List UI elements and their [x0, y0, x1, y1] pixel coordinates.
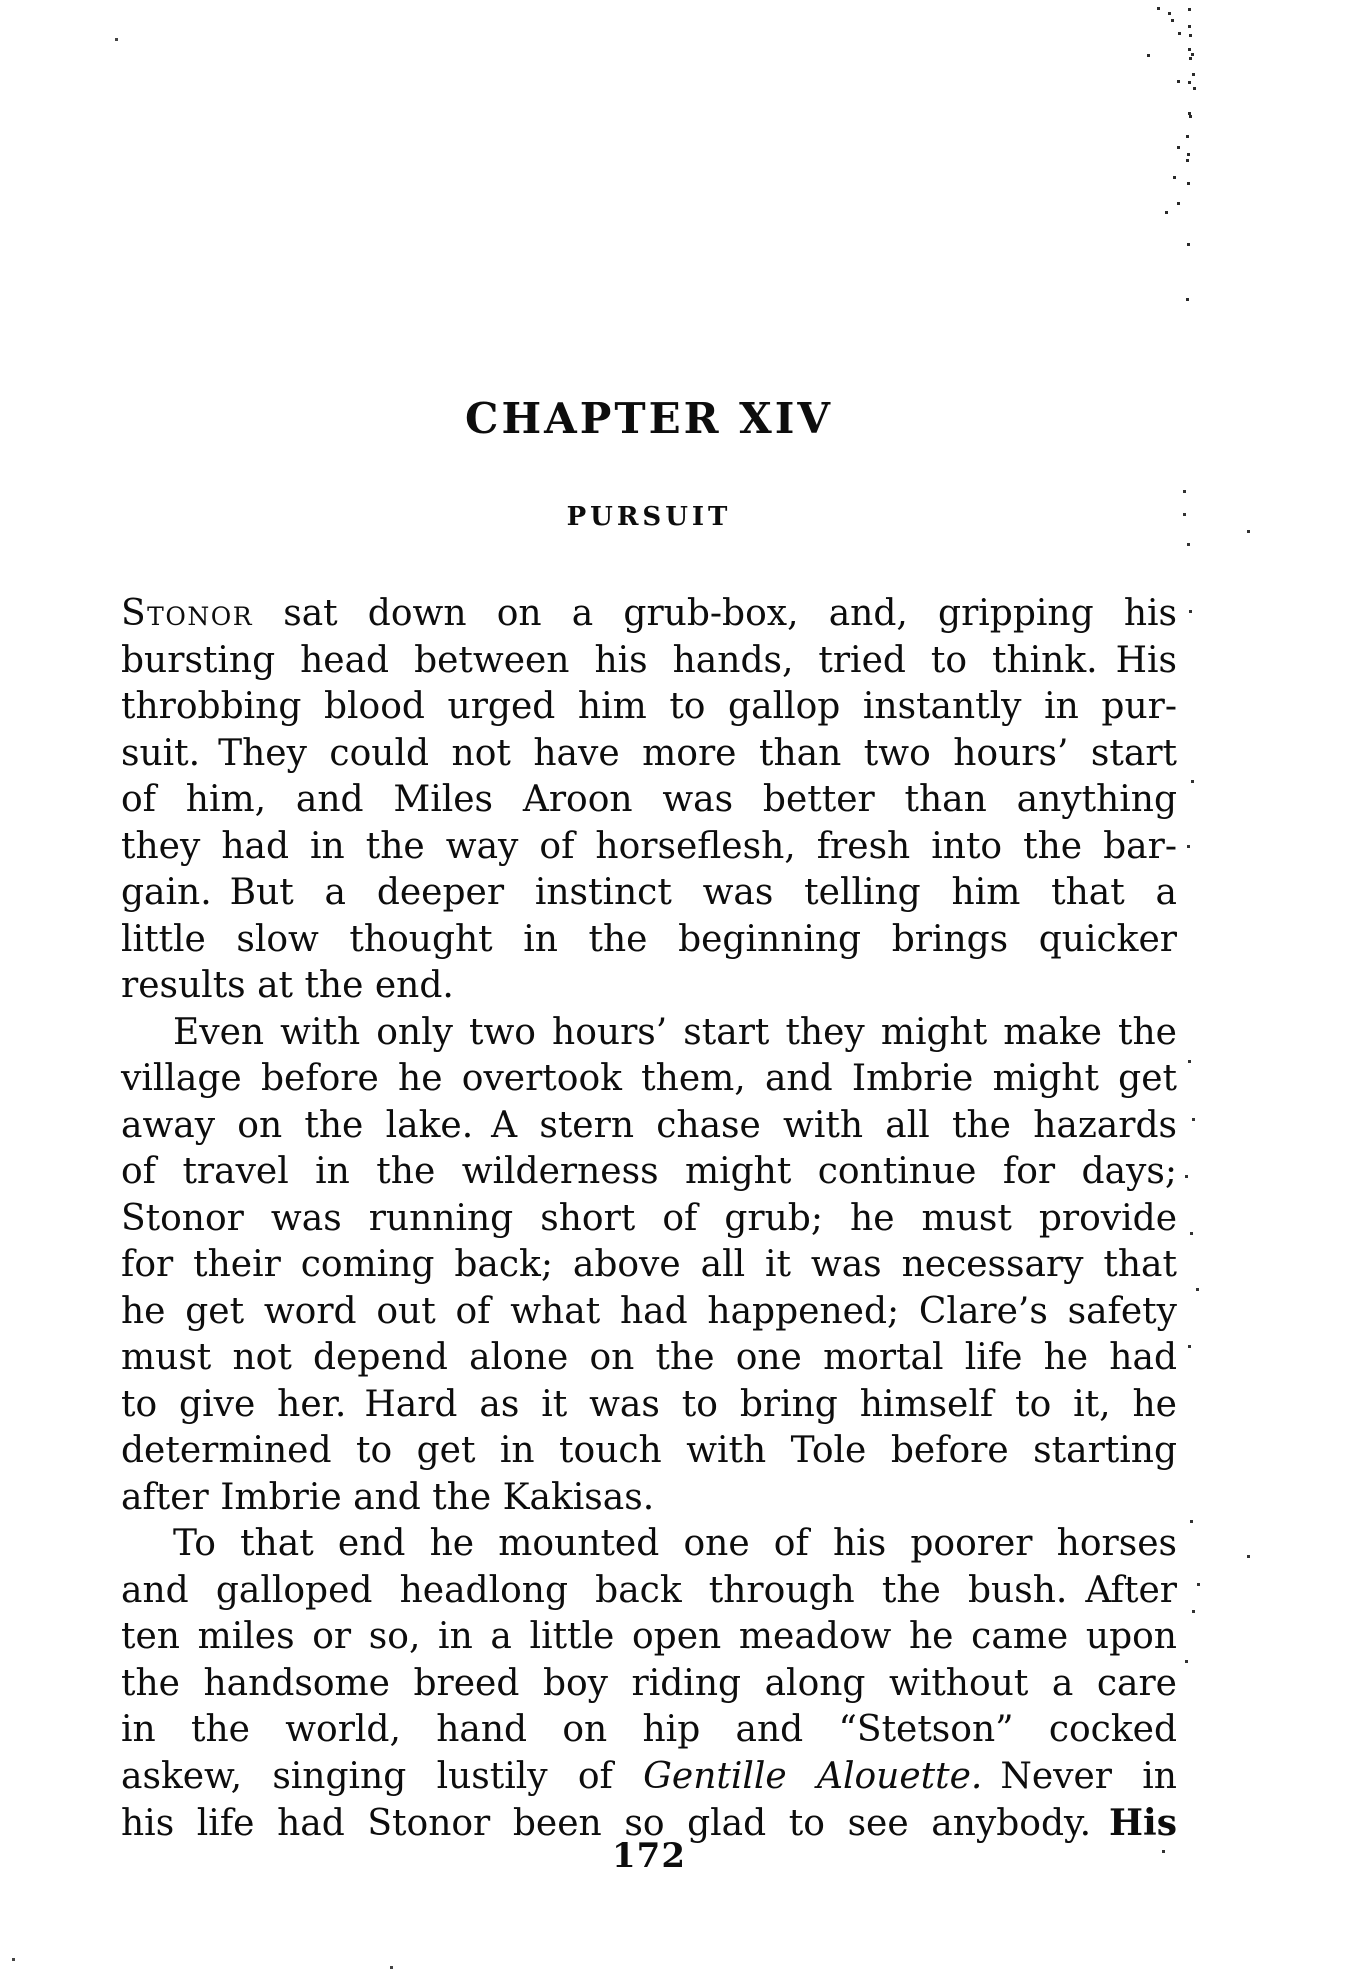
lead-word-smallcaps: Stonor — [121, 593, 254, 634]
text-line: ten miles or so, in a little open meadow he came upon — [121, 1616, 1177, 1657]
text-line: bursting head between his hands, tried to think. His — [121, 639, 1177, 681]
text-line: of him, and Miles Aroon was better than anything — [121, 779, 1177, 820]
text-line — [121, 1754, 1177, 1801]
text-line: To that end he mounted one of his poorer horses — [173, 1523, 1177, 1564]
line-text: Never in — [982, 1755, 1177, 1797]
text-line: away on the lake. A stern chase with all the hazards — [121, 1104, 1177, 1146]
page-number: 172 — [612, 1836, 686, 1876]
bold-word: His — [1109, 1802, 1177, 1844]
text-line: after Imbrie and the Kakisas. — [121, 1476, 655, 1518]
text-line: village before he overtook them, and Imbrie might get — [121, 1058, 1177, 1099]
text-line: determined to get in touch with Tole before starting — [121, 1430, 1177, 1471]
text-line — [121, 591, 1177, 638]
text-line: they had in the way of horseflesh, fresh into the bar- — [121, 825, 1177, 867]
text-line: in the world, hand on hip and “Stetson” cocked — [121, 1709, 1177, 1750]
text-line: the handsome breed boy riding along without a care — [121, 1662, 1177, 1704]
text-line: must not depend alone on the one mortal life he had — [121, 1337, 1177, 1378]
text-line: Stonor was running short of grub; he must provide — [121, 1197, 1177, 1239]
text-line: gain. But a deeper instinct was telling him that a — [121, 872, 1177, 913]
text-line: suit. They could not have more than two hours’ start — [121, 732, 1177, 774]
text-line: and galloped headlong back through the bush. After — [121, 1569, 1177, 1611]
text-line: results at the end. — [121, 965, 454, 1006]
line-text: his life had Stonor been so glad to see anybody. — [121, 1803, 1110, 1844]
line-text: sat down on a grub-box, and, gripping his — [253, 593, 1177, 634]
section-title: PURSUIT — [566, 502, 732, 532]
paragraph-3 — [121, 1521, 1177, 1847]
text-line: throbbing blood urged him to gallop instantly in pur- — [121, 686, 1177, 727]
text-line: to give her. Hard as it was to bring himself to it, he — [121, 1383, 1177, 1425]
paragraph-2 — [121, 1010, 1177, 1522]
text-line: of travel in the wilderness might continue for days; — [121, 1151, 1177, 1192]
text-line: for their coming back; above all it was necessary that — [121, 1244, 1177, 1285]
line-text: askew, singing lustily of — [121, 1755, 644, 1797]
text-column — [121, 591, 1177, 1847]
text-line: he get word out of what had happened; Clare’s safety — [121, 1290, 1177, 1332]
scan-speckles — [0, 0, 3, 3]
text-line: Even with only two hours’ start they might make the — [173, 1011, 1177, 1053]
italic-phrase: Gentille Alouette. — [643, 1755, 983, 1797]
paragraph-1 — [121, 591, 1177, 1010]
chapter-heading: CHAPTER XIV — [465, 394, 833, 443]
text-line: little slow thought in the beginning brings quicker — [121, 918, 1177, 960]
